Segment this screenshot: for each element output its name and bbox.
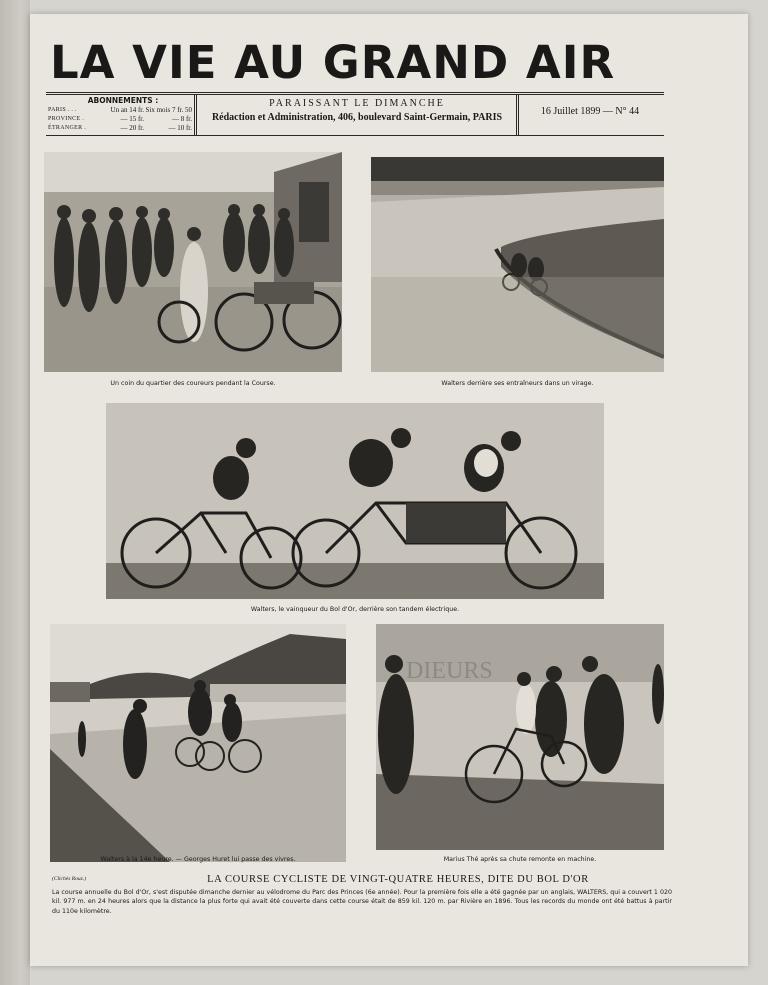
subscription-heading: ABONNEMENTS : xyxy=(87,96,159,105)
caption-photo-3: Walters, le vainqueur du Bol d'Or, derrière son tandem électrique. xyxy=(250,606,460,613)
subscription-region: PROVINCE . xyxy=(48,116,85,122)
subscription-price-six-months: — 8 fr. xyxy=(171,115,192,123)
subscription-region: ÉTRANGER . xyxy=(48,125,86,131)
subscription-price-six-months: — 10 fr. xyxy=(168,124,192,132)
photo-fourteenth-hour xyxy=(50,624,346,862)
newspaper-page xyxy=(30,14,748,966)
caption-photo-2: Walters derrière ses entraîneurs dans un virage. xyxy=(441,380,594,387)
photo-electric-tandem xyxy=(106,403,604,599)
photo-marius-the xyxy=(376,624,664,850)
subscription-price-year: — 15 fr. xyxy=(120,115,144,123)
caption-photo-4: Walters à la 14e heure. — Georges Huret lui passe des vivres. xyxy=(100,856,296,863)
article-body: La course annuelle du Bol d'Or, s'est disputée dimanche dernier au vélodrome du Parc des Princes (6e année). Pour la première fois elle a été gagnée par un anglais, WALTERS, qui a couvert 1 020 kil. 977 m. en 24 heures alors que la distance la plus forte qui avait été couverte dans cette course était de 859 kil. 120 m. par Rivière en 1896. Tous les records du monde ont été battus à partir du 110e kilomètre. xyxy=(52,889,672,915)
masthead-title: LA VIE AU GRAND AIR xyxy=(50,36,616,89)
masthead-divider-right-2 xyxy=(518,94,519,135)
editorial-address: Rédaction et Administration, 406, boulevard Saint-Germain, PARIS xyxy=(211,112,503,123)
photo-riders-quarter xyxy=(44,152,342,372)
subscription-price-year: Un an 14 fr. xyxy=(110,106,144,114)
masthead-rule-top-2 xyxy=(46,94,664,95)
masthead-divider-right xyxy=(516,94,517,135)
article-title: LA COURSE CYCLISTE DE VINGT-QUATRE HEURES, DITE DU BOL D'OR xyxy=(207,874,589,885)
publication-frequency: PARAISSANT LE DIMANCHE xyxy=(269,98,445,109)
subscription-box xyxy=(48,96,198,133)
photo-sign-text: DIEURS xyxy=(406,658,493,684)
masthead-rule-bottom xyxy=(46,135,664,136)
subscription-region: PARIS . . . xyxy=(48,107,77,113)
photo-velodrome-bend xyxy=(371,157,664,372)
subscription-row xyxy=(48,115,198,124)
masthead-center xyxy=(198,98,516,123)
subscription-row xyxy=(48,124,198,133)
issue-dateline: 16 Juillet 1899 — N° 44 xyxy=(540,106,640,117)
subscription-row xyxy=(48,106,198,115)
caption-photo-1: Un coin du quartier des coureurs pendant la Course. xyxy=(110,380,276,387)
subscription-price-six-months: Six mois 7 fr. 50 xyxy=(145,106,192,114)
book-spine xyxy=(0,0,30,985)
photo-credit: (Clichés Rouz.) xyxy=(52,876,86,882)
subscription-price-year: — 20 fr. xyxy=(120,124,144,132)
caption-photo-5: Marius Thé après sa chute remonte en machine. xyxy=(443,856,597,863)
masthead-rule-top xyxy=(46,92,664,93)
